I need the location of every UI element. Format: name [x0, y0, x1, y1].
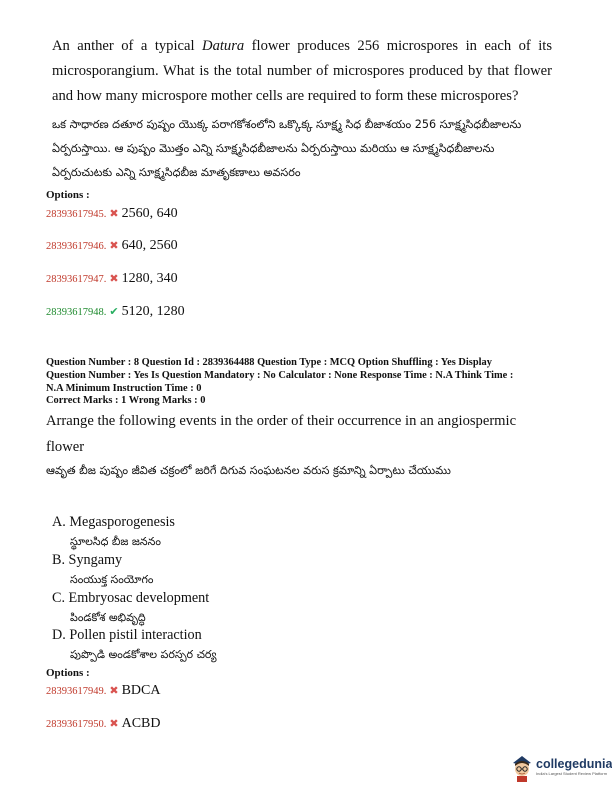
option-id: 28393617945. [46, 209, 107, 220]
option-id: 28393617950. [46, 719, 107, 730]
option-id: 28393617946. [46, 241, 107, 252]
option-row[interactable] [46, 683, 161, 699]
logo-brand: collegedunia [536, 757, 612, 771]
cross-icon: ✖ [109, 207, 119, 220]
cross-icon: ✖ [109, 272, 119, 285]
option-row[interactable] [46, 206, 178, 222]
question-8-telugu: ఆవృత బీజ పుష్పం జీవిత చక్రంలో జరిగే దిగువ సంఘటనల వరుస క్రమాన్ని ఏర్పాటు చేయుము [46, 464, 451, 477]
option-row[interactable] [46, 716, 161, 732]
event-item: A. Megasporogenesis స్థూలసిధ బీజ జననం [52, 514, 175, 548]
options-label: Options : [46, 667, 90, 679]
event-item: B. Syngamy సంయుక్త సంయోగం [52, 552, 154, 586]
question-7-text: An anther of a typical Datura flower produces 256 microspores in each of its microsporangium. What is the total number of microspores produced by that flower and how many microspore mother cells are required to form these microspores? [52, 38, 553, 104]
options-label: Options : [46, 189, 90, 201]
option-id: 28393617948. [46, 307, 107, 318]
option-text: ACBD [121, 716, 161, 731]
question-7-telugu: ఒక సాధారణ దతూర పుష్పం యొక్క పరాగకోశంలోని ఒక్కొక్క సూక్ష్మ సిధ బీజాశయం 256 సూక్ష్మసిధబీజాలను ఏర్పరుస్తాయి. ఆ పుష్పం మొత్తం ఎన్ని సూక్ష్మసిధబీజాలను ఏర్పరుస్తాయి మరియు ఆ సూక్ష్మసిధబీజాలను ఏర్పరుచుటకు ఎన్ని సూక్ష్మసిధబీజ మాతృకణాలు అవసరం [52, 118, 522, 179]
option-row[interactable] [46, 238, 178, 254]
option-text: 5120, 1280 [121, 304, 185, 319]
option-row-correct[interactable] [46, 304, 185, 320]
option-text: 1280, 340 [121, 271, 178, 286]
option-id: 28393617947. [46, 274, 107, 285]
option-text: 2560, 640 [121, 206, 178, 221]
cross-icon: ✖ [109, 239, 119, 252]
option-text: 640, 2560 [121, 238, 178, 253]
option-row[interactable] [46, 271, 178, 287]
question-8-meta: Question Number : 8 Question Id : 2839364488 Question Type : MCQ Option Shuffling : Yes Display Question Number : Yes Is Question Mandatory : No Calculator : None Response Time : N.A Think Time : N.A Minimum Instruction Time : 0 Correct Marks : 1 Wrong Marks : 0 [46, 357, 514, 407]
event-item: D. Pollen pistil interaction పుప్పొడి అండకోశాల పరస్పర చర్య [52, 627, 217, 661]
italic-species: Datura [202, 38, 245, 54]
mascot-icon [510, 752, 534, 782]
collegedunia-logo [510, 748, 610, 786]
option-text: BDCA [121, 683, 161, 698]
check-icon: ✔ [109, 305, 119, 318]
logo-tagline: India's Largest Student Review Platform [536, 771, 608, 776]
question-8-text: Arrange the following events in the order of their occurrence in an angiospermic flower [46, 413, 517, 455]
option-id: 28393617949. [46, 686, 107, 697]
event-item: C. Embryosac development పిండకోశ అభివృద్ధి [52, 590, 210, 624]
cross-icon: ✖ [109, 717, 119, 730]
cross-icon: ✖ [109, 684, 119, 697]
